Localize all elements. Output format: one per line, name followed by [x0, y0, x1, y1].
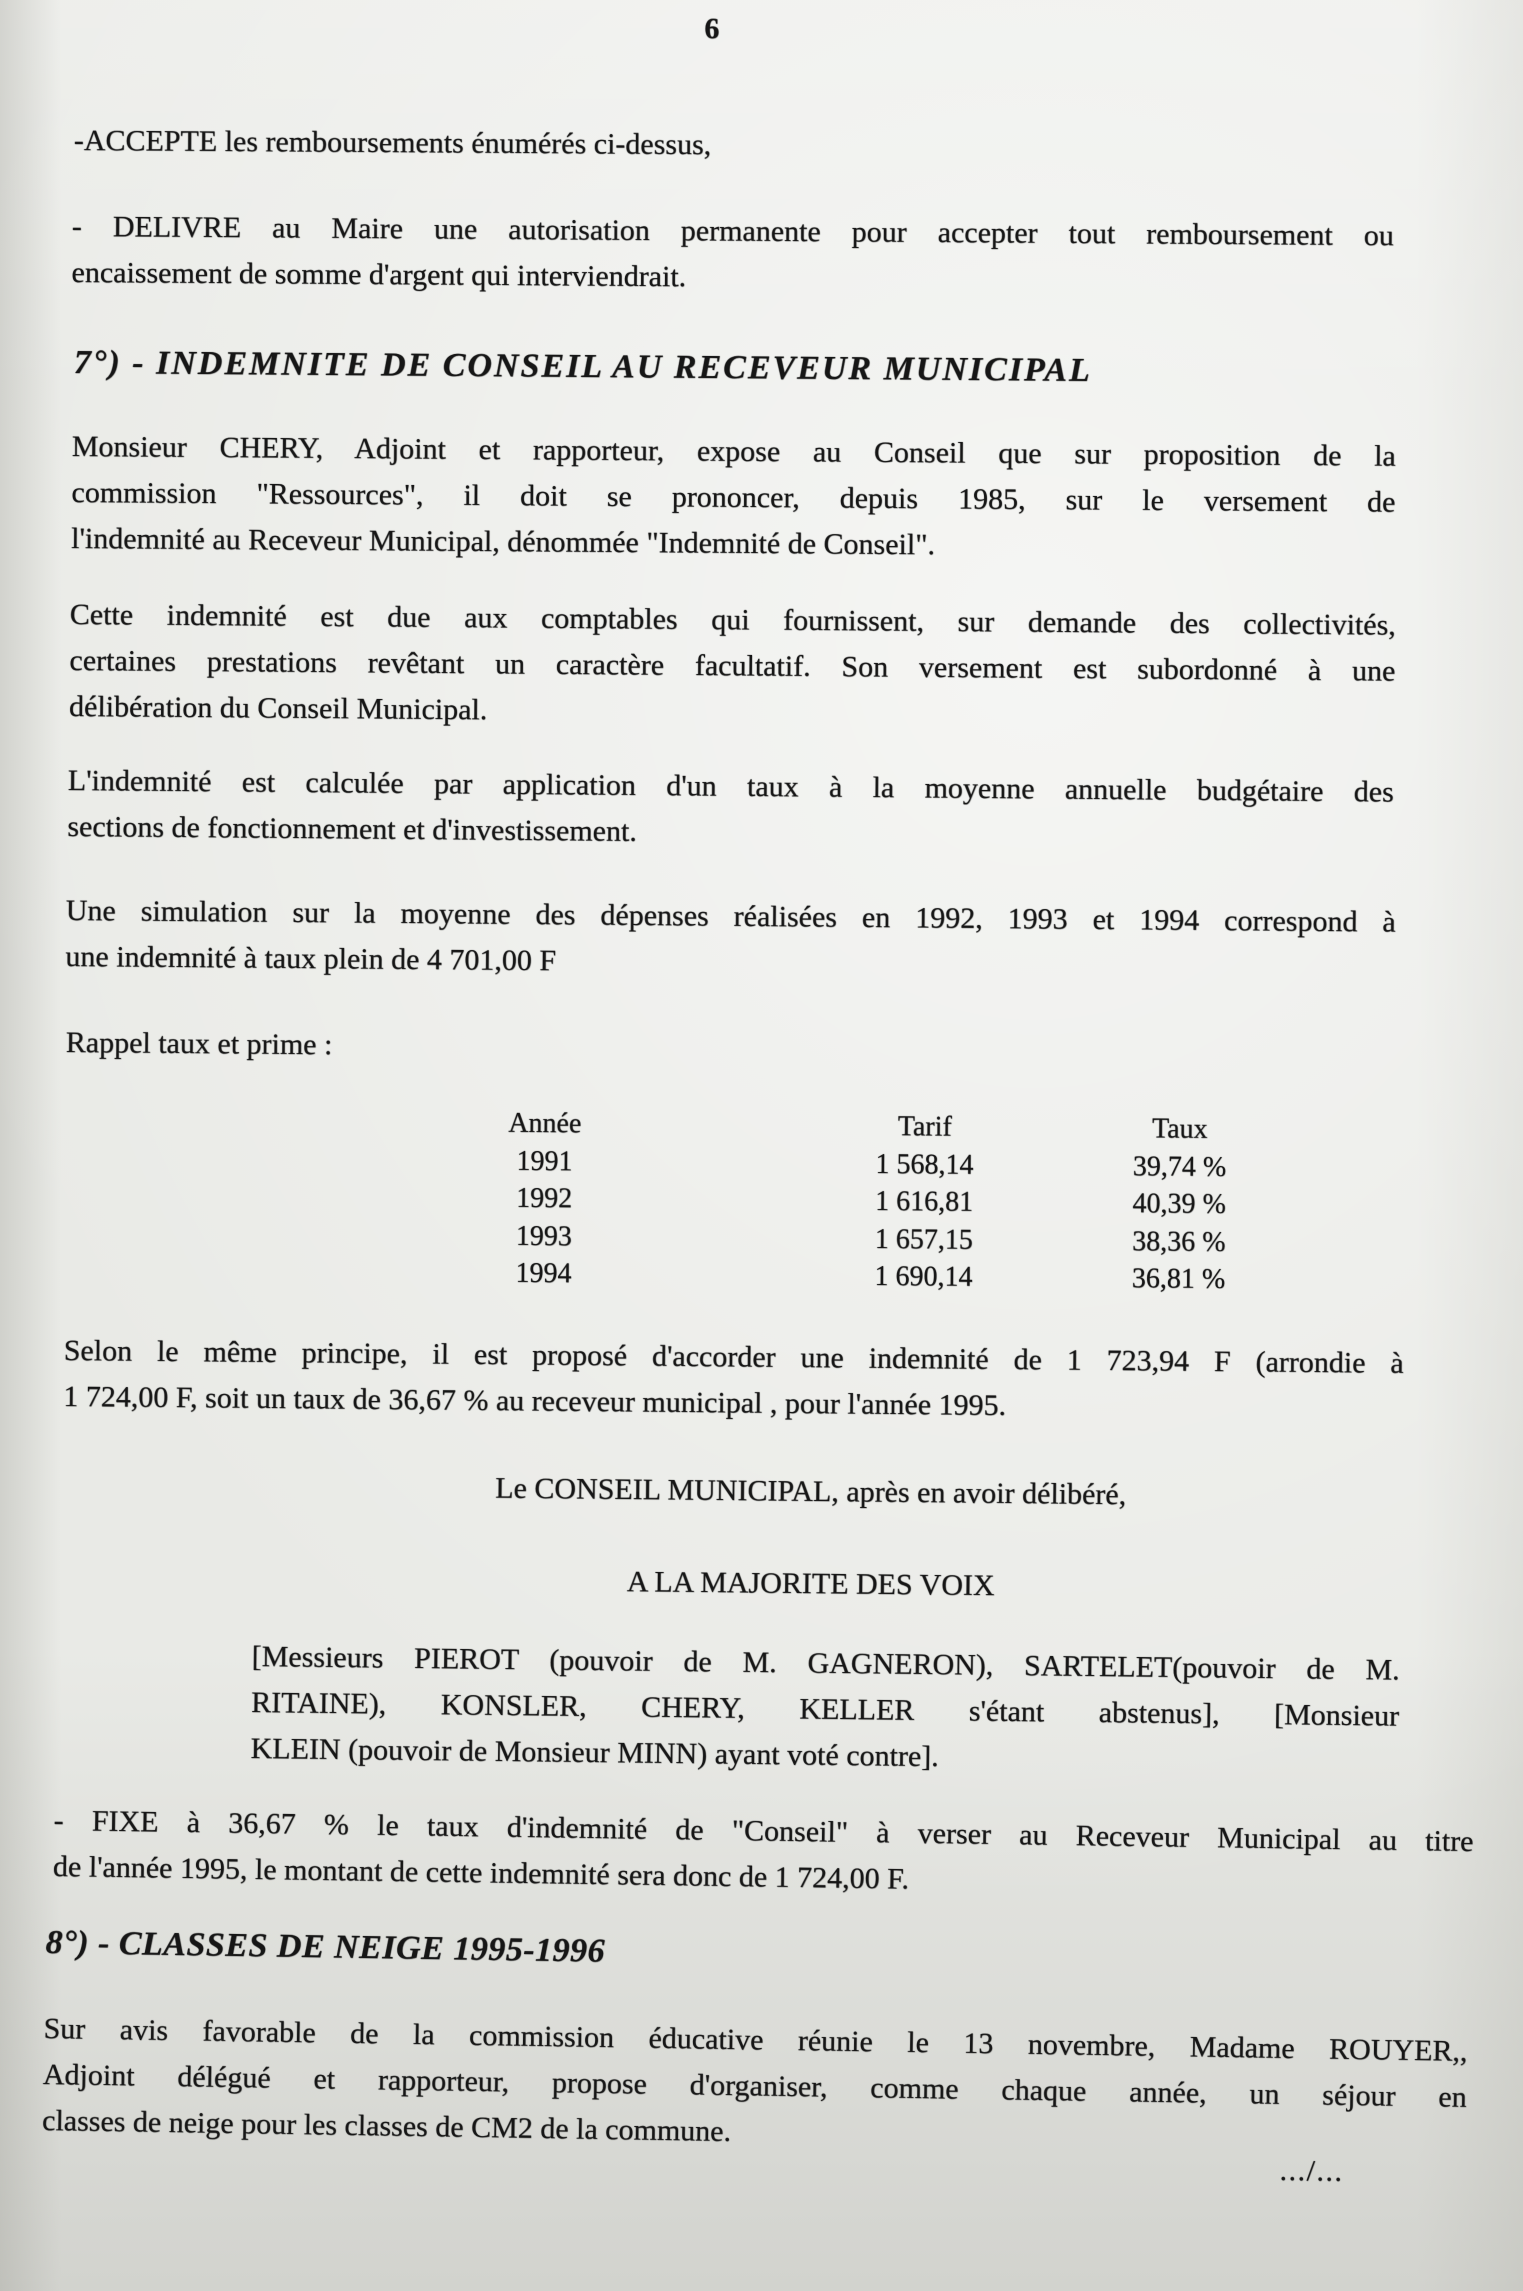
paragraph-chery: [71, 424, 1396, 572]
text-line: [Messieurs PIEROT (pouvoir de M. GAGNERON), SARTELET(pouvoir de M.: [251, 1639, 1400, 1687]
line-conseil-municipal: Le CONSEIL MUNICIPAL, après en avoir délibéré,: [495, 1471, 1127, 1512]
rates-table: [418, 1104, 1330, 1307]
text-line: Une simulation sur la moyenne des dépenses réalisées en 1992, 1993 et 1994 correspond à: [65, 893, 1396, 939]
text-line: délibération du Conseil Municipal.: [68, 689, 488, 727]
text-line: -ACCEPTE les remboursements énumérés ci-dessus,: [73, 123, 712, 162]
text-line: une indemnité à taux plein de 4 701,00 F: [65, 939, 557, 978]
heading-7-indemnite: 7°) - INDEMNITE DE CONSEIL AU RECEVEUR MUNICIPAL: [73, 343, 1092, 389]
table-cell: 1993: [515, 1220, 572, 1252]
paragraph-classes-neige: [42, 2006, 1468, 2167]
paragraph-delivre: [71, 204, 1394, 305]
paragraph-selon: [63, 1328, 1404, 1433]
text-line: de l'année 1995, le montant de cette indemnité sera donc de 1 724,00 F.: [52, 1849, 910, 1896]
text-line: Cette indemnité est due aux comptables qui fournissent, sur demande des collectivités,: [69, 597, 1396, 642]
paragraph-fixe: [53, 1798, 1474, 1911]
table-cell: 1 616,81: [875, 1185, 974, 1218]
paragraph-indemnite-due: [69, 592, 1396, 741]
table-cell: 40,39 %: [1132, 1188, 1226, 1221]
paragraph-calcul: [67, 758, 1394, 862]
table-column-annee: [418, 1104, 670, 1294]
table-cell: 36,81 %: [1131, 1263, 1226, 1296]
paragraph-rappel: [66, 1020, 333, 1068]
table-cell: 1 568,14: [875, 1148, 974, 1181]
text-line: - DELIVRE au Maire une autorisation permanente pour accepter tout remboursement ou: [71, 209, 1394, 253]
text-line: commission "Ressources", il doit se prononcer, depuis 1985, sur le versement de: [71, 475, 1396, 519]
text-line: Sur avis favorable de la commission éducative réunie le 13 novembre, Madame ROUYER,,: [43, 2011, 1468, 2068]
continuation-mark: .../...: [1279, 2153, 1344, 2188]
text-line: 1 724,00 F, soit un taux de 36,67 % au receveur municipal , pour l'année 1995.: [63, 1379, 1007, 1423]
table-header-tarif: Tarif: [897, 1111, 952, 1143]
text-line: RITAINE), KONSLER, CHERY, KELLER s'étant abstenus], [Monsieur: [250, 1685, 1400, 1733]
table-cell: 1991: [516, 1145, 573, 1177]
text-line: Rappel taux et prime :: [65, 1025, 333, 1062]
text-line: l'indemnité au Receveur Municipal, dénommée "Indemnité de Conseil".: [71, 521, 936, 562]
text-line: Monsieur CHERY, Adjoint et rapporteur, expose au Conseil que sur proposition de la: [71, 429, 1396, 473]
table-header-taux: Taux: [1151, 1113, 1208, 1145]
table-cell: 1994: [515, 1257, 572, 1290]
table-cell: 1992: [516, 1182, 573, 1215]
heading-8-classes-neige: 8°) - CLASSES DE NEIGE 1995-1996: [45, 1923, 606, 1970]
table-cell: 1 657,15: [874, 1223, 973, 1256]
text-line: certaines prestations revêtant un caractère facultatif. Son versement est subordonné à une: [69, 643, 1396, 688]
text-line: encaissement de somme d'argent qui interviendrait.: [71, 255, 687, 294]
table-cell: 38,36 %: [1132, 1225, 1226, 1258]
paragraph-accepte: [74, 118, 1396, 173]
text-line: sections de fonctionnement et d'investissement.: [67, 809, 637, 848]
text-line: Selon le même principe, il est proposé d'accorder une indemnité de 1 723,94 F (arrondie à: [63, 1333, 1404, 1380]
table-cell: 39,74 %: [1132, 1150, 1227, 1183]
page-number: 6: [704, 12, 720, 46]
text-line: Adjoint délégué et rapporteur, propose d'organiser, comme chaque année, un séjour en: [42, 2057, 1467, 2114]
paragraph-simulation: [65, 888, 1396, 992]
text-line: KLEIN (pouvoir de Monsieur MINN) ayant voté contre].: [250, 1731, 939, 1774]
text-line: L'indemnité est calculée par application d'un taux à la moyenne annuelle budgétaire des: [67, 763, 1394, 809]
table-cell: 1 690,14: [874, 1260, 973, 1293]
table-header-annee: Année: [508, 1107, 582, 1140]
paragraph-abstentions: [250, 1634, 1400, 1786]
text-line: classes de neige pour les classes de CM2 de la commune.: [41, 2103, 732, 2149]
line-majorite-voix: A LA MAJORITE DES VOIX: [626, 1565, 995, 1603]
text-line: - FIXE à 36,67 % le taux d'indemnité de "Conseil" à verser au Receveur Municipal au titre: [53, 1803, 1474, 1859]
table-column-taux: [1028, 1109, 1330, 1299]
